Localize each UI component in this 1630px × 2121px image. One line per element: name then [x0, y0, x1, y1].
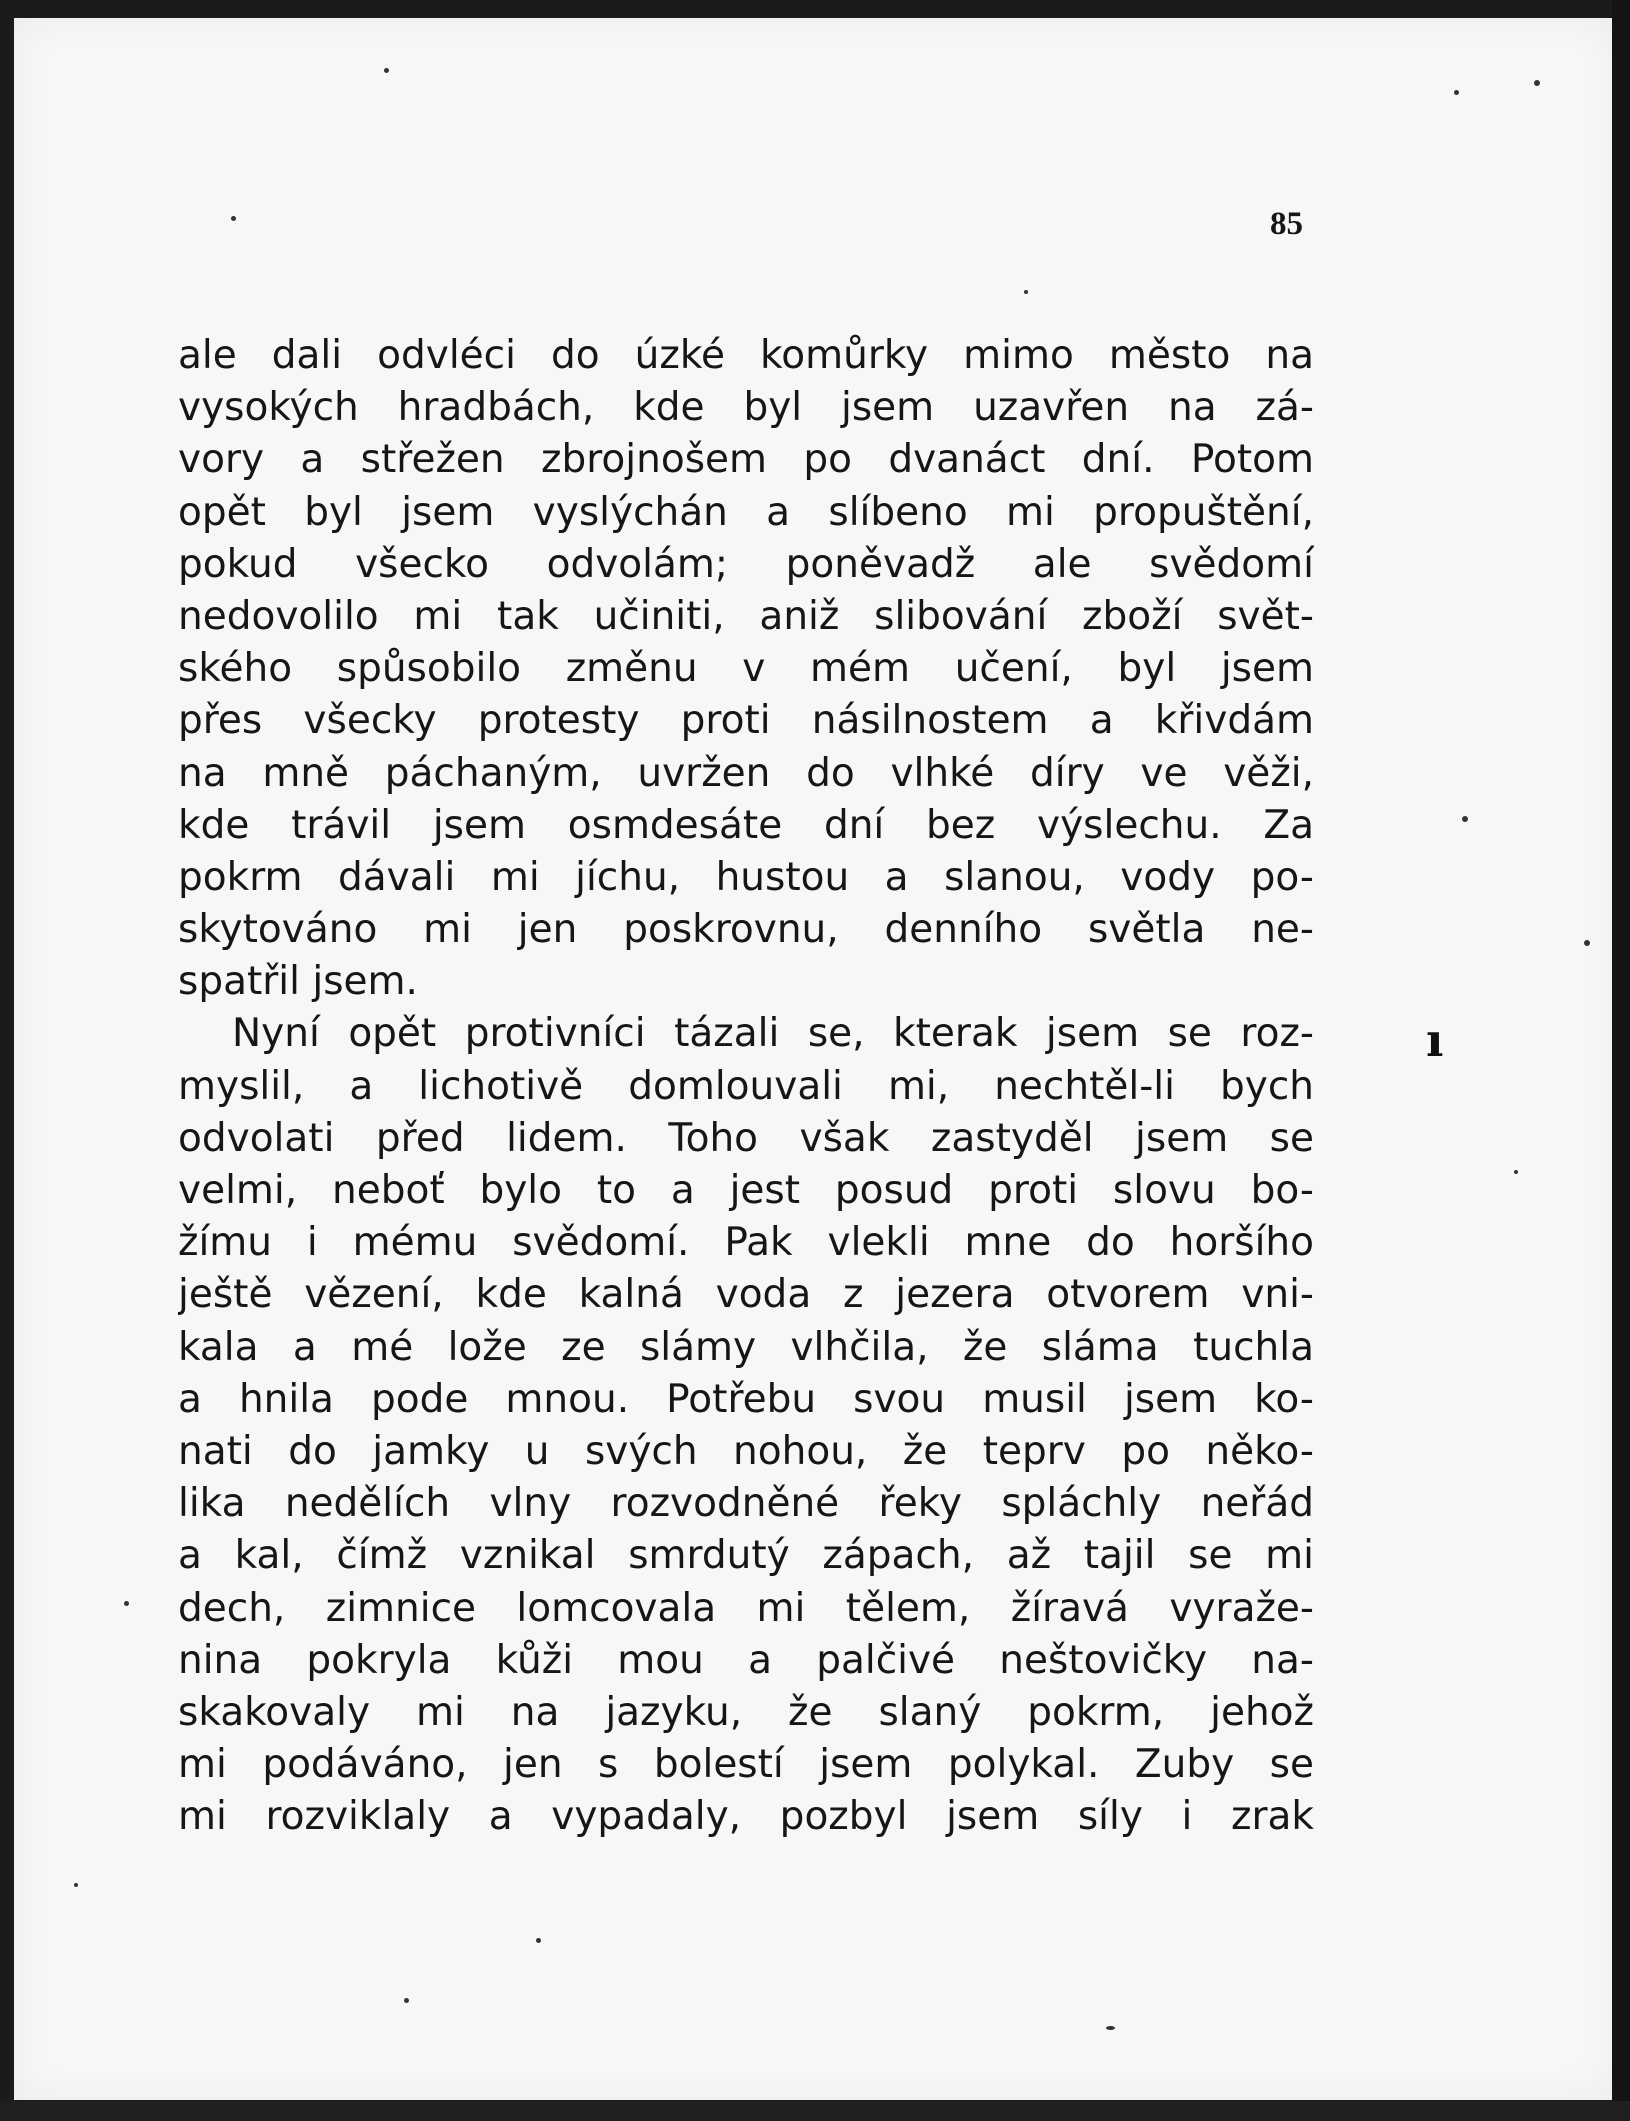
scan-speck [74, 1883, 78, 1887]
text-line: opět byl jsem vyslýchán a slíbeno mi propuštění, [178, 489, 1314, 535]
text-line: skakovaly mi na jazyku, že slaný pokrm, jehož [178, 1689, 1314, 1735]
text-line: skytováno mi jen poskrovnu, denního světla ne- [178, 907, 1314, 953]
page-number: 85 [1270, 206, 1303, 242]
scan-speck [1534, 80, 1540, 86]
text-line: nati do jamky u svých nohou, že teprv po něko- [178, 1428, 1314, 1474]
text-line: kala a mé lože ze slámy vlhčila, že sláma tuchla [178, 1324, 1314, 1370]
scan-speck [1024, 290, 1028, 294]
text-line: a kal, čímž vznikal smrdutý zápach, až tajil se mi [178, 1533, 1314, 1579]
scan-edge-right [1612, 0, 1630, 2121]
scan-speck [231, 216, 236, 221]
text-line: myslil, a lichotivě domlouvali mi, nechtěl-li bych [178, 1063, 1314, 1109]
scan-speck [124, 1601, 129, 1606]
scan-edge-bottom [0, 2101, 1630, 2121]
text-line: na mně páchaným, uvržen do vlhké díry ve věži, [178, 750, 1314, 796]
text-line: vory a střežen zbrojnošem po dvanáct dní. Potom [178, 437, 1314, 483]
scan-speck [1462, 816, 1468, 822]
scan-speck [1584, 940, 1590, 946]
text-line: pokrm dávali mi jíchu, hustou a slanou, vody po- [178, 854, 1314, 900]
text-line: přes všecky protesty proti násilnostem a křivdám [178, 698, 1314, 744]
ink-mark: ı [1426, 1013, 1444, 1067]
text-line: a hnila pode mnou. Potřebu svou musil jsem ko- [178, 1376, 1314, 1422]
text-line: velmi, neboť bylo to a jest posud proti slovu bo- [178, 1168, 1314, 1213]
text-line: ale dali odvléci do úzké komůrky mimo město na [178, 333, 1314, 378]
text-line: vysokých hradbách, kde byl jsem uzavřen na zá- [178, 385, 1314, 431]
body-text [178, 330, 1314, 1843]
scan-speck [384, 68, 389, 73]
text-line: spatřil jsem. [178, 959, 418, 1005]
scan-speck [1514, 1170, 1518, 1174]
scan-speck [536, 1938, 541, 1943]
text-line: nina pokryla kůži mou a palčivé neštovičky na- [178, 1637, 1314, 1683]
text-line: žímu i mému svědomí. Pak vlekli mne do horšího [178, 1220, 1314, 1266]
text-line: mi rozviklaly a vypadaly, pozbyl jsem síly i zrak [178, 1794, 1314, 1840]
text-line: ského spůsobilo změnu v mém učení, byl jsem [178, 646, 1314, 692]
text-line: odvolati před lidem. Toho však zastyděl jsem se [178, 1115, 1314, 1161]
scan-speck [1454, 90, 1459, 95]
text-line: pokud všecko odvolám; poněvadž ale svědomí [178, 541, 1314, 587]
scan-speck [404, 1998, 409, 2003]
text-line: kde trávil jsem osmdesáte dní bez výslechu. Za [178, 802, 1314, 848]
text-line: ještě vězení, kde kalná voda z jezera otvorem vni- [178, 1272, 1314, 1318]
text-line: lika nedělích vlny rozvodněné řeky spláchly neřád [178, 1481, 1314, 1527]
text-line: mi podáváno, jen s bolestí jsem polykal. Zuby se [178, 1742, 1314, 1788]
text-line: Nyní opět protivníci tázali se, kterak jsem se roz- [232, 1011, 1314, 1057]
scan-speck [1106, 2026, 1115, 2030]
paper-sheet [14, 18, 1614, 2100]
text-line: nedovolilo mi tak učiniti, aniž slibování zboží svět- [178, 593, 1314, 639]
text-line: dech, zimnice lomcovala mi tělem, žíravá vyraže- [178, 1585, 1314, 1631]
